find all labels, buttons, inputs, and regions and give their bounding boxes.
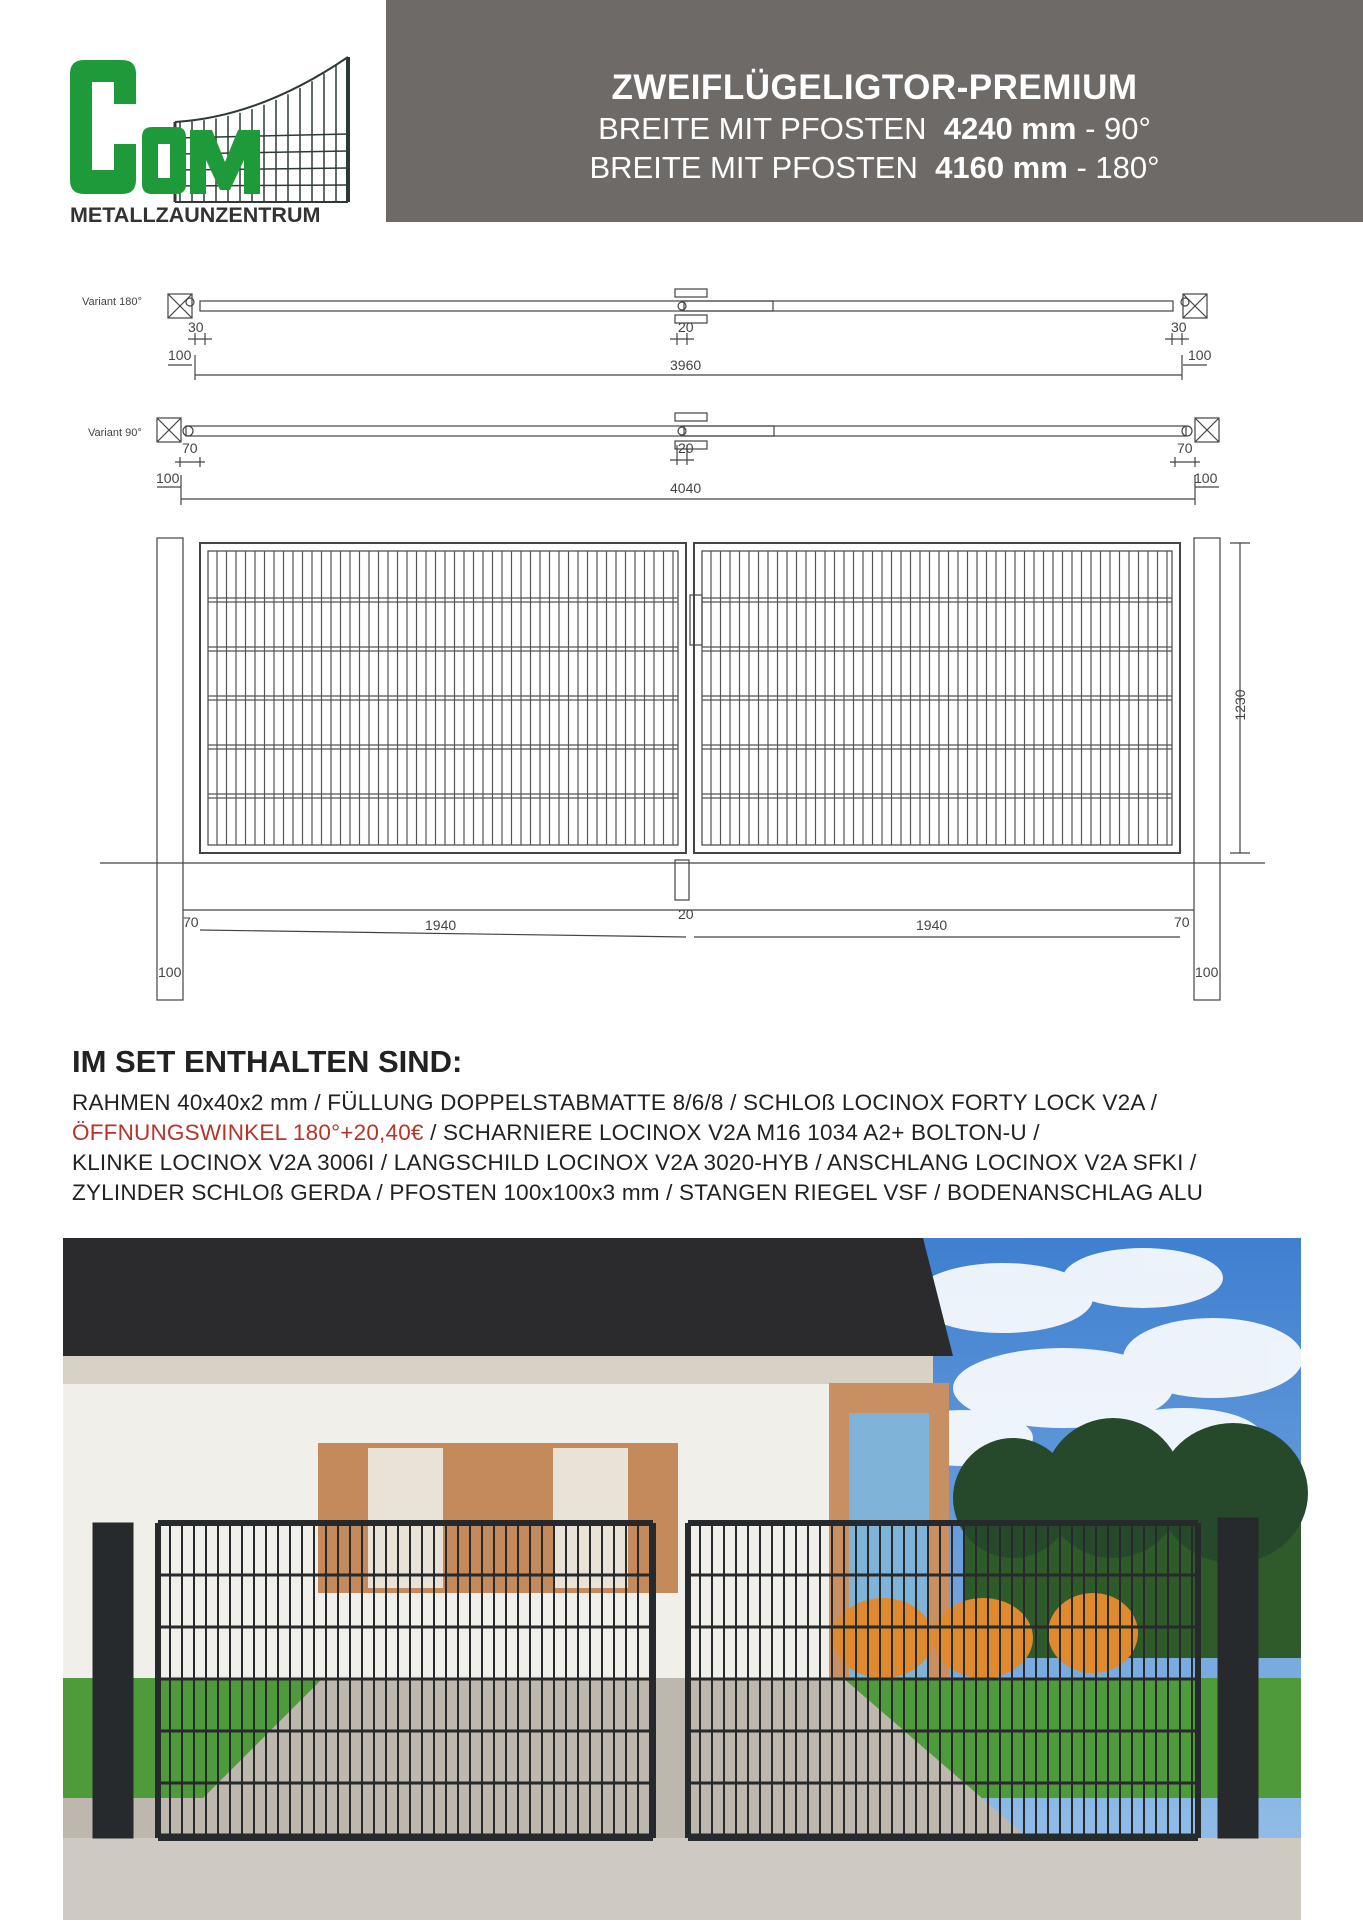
product-photo bbox=[63, 1238, 1301, 1920]
set-line-2 bbox=[72, 1118, 1302, 1148]
elev-right-post: 100 bbox=[1195, 964, 1219, 980]
variant-90-label: Variant 90° bbox=[88, 427, 142, 439]
v180-right-gap: 30 bbox=[1171, 319, 1187, 335]
width-90-suffix: - 90° bbox=[1085, 111, 1151, 146]
width-90-prefix: BREITE MIT PFOSTEN bbox=[598, 111, 927, 146]
set-contents bbox=[72, 1088, 1302, 1208]
elevation-view bbox=[100, 538, 1265, 1000]
width-180-line bbox=[386, 150, 1363, 186]
width-90-line bbox=[386, 111, 1363, 147]
elev-left-leaf: 1940 bbox=[425, 917, 457, 933]
elev-right-gap: 70 bbox=[1174, 914, 1190, 930]
variant-180-label: Variant 180° bbox=[82, 296, 142, 308]
v90-center-gap: 20 bbox=[678, 440, 694, 456]
set-heading: IM SET ENTHALTEN SIND: bbox=[72, 1044, 463, 1079]
elev-center-gap: 20 bbox=[678, 906, 694, 922]
v180-right-post: 100 bbox=[1188, 347, 1212, 363]
gate-photo-illustration bbox=[63, 1238, 1301, 1920]
v180-center-gap: 20 bbox=[678, 319, 694, 335]
opening-angle-option: ÖFFNUNGSWINKEL 180°+20,40€ bbox=[72, 1120, 424, 1145]
v90-total: 4040 bbox=[670, 480, 702, 496]
plan-variant-90 bbox=[88, 413, 1219, 505]
v180-left-gap: 30 bbox=[188, 319, 204, 335]
v90-right-post: 100 bbox=[1194, 470, 1218, 486]
v90-left-post: 100 bbox=[156, 470, 180, 486]
company-logo bbox=[70, 52, 360, 227]
header-banner bbox=[386, 0, 1363, 222]
elev-left-gap: 70 bbox=[183, 914, 199, 930]
width-180-value: 4160 mm bbox=[935, 150, 1068, 185]
technical-drawing bbox=[82, 265, 1290, 1010]
v180-left-post: 100 bbox=[168, 347, 192, 363]
set-line-1: RAHMEN 40x40x2 mm / FÜLLUNG DOPPELSTABMATTE 8/6/8 / SCHLOß LOCINOX FORTY LOCK V2A / bbox=[72, 1090, 1158, 1115]
v90-left-gap: 70 bbox=[182, 440, 198, 456]
v180-total: 3960 bbox=[670, 357, 702, 373]
logo-brand-text: METALLZAUNZENTRUM bbox=[70, 203, 321, 227]
width-180-suffix: - 180° bbox=[1076, 150, 1160, 185]
elev-right-leaf: 1940 bbox=[916, 917, 948, 933]
elev-height: 1230 bbox=[1232, 689, 1248, 721]
set-line-4: ZYLINDER SCHLOß GERDA / PFOSTEN 100x100x3 mm / STANGEN RIEGEL VSF / BODENANSCHLAG ALU bbox=[72, 1180, 1204, 1205]
v90-right-gap: 70 bbox=[1177, 440, 1193, 456]
width-180-prefix: BREITE MIT PFOSTEN bbox=[589, 150, 918, 185]
product-title: ZWEIFLÜGELIGTOR-PREMIUM bbox=[611, 68, 1138, 107]
elev-left-post: 100 bbox=[158, 964, 182, 980]
logo-graphic bbox=[70, 52, 360, 227]
plan-variant-180 bbox=[82, 289, 1212, 380]
set-line-2-rest: / SCHARNIERE LOCINOX V2A M16 1034 A2+ BOLTON-U / bbox=[423, 1120, 1040, 1145]
width-90-value: 4240 mm bbox=[943, 111, 1077, 146]
set-line-3: KLINKE LOCINOX V2A 3006I / LANGSCHILD LOCINOX V2A 3020-HYB / ANSCHLANG LOCINOX V2A SFKI / bbox=[72, 1150, 1197, 1175]
